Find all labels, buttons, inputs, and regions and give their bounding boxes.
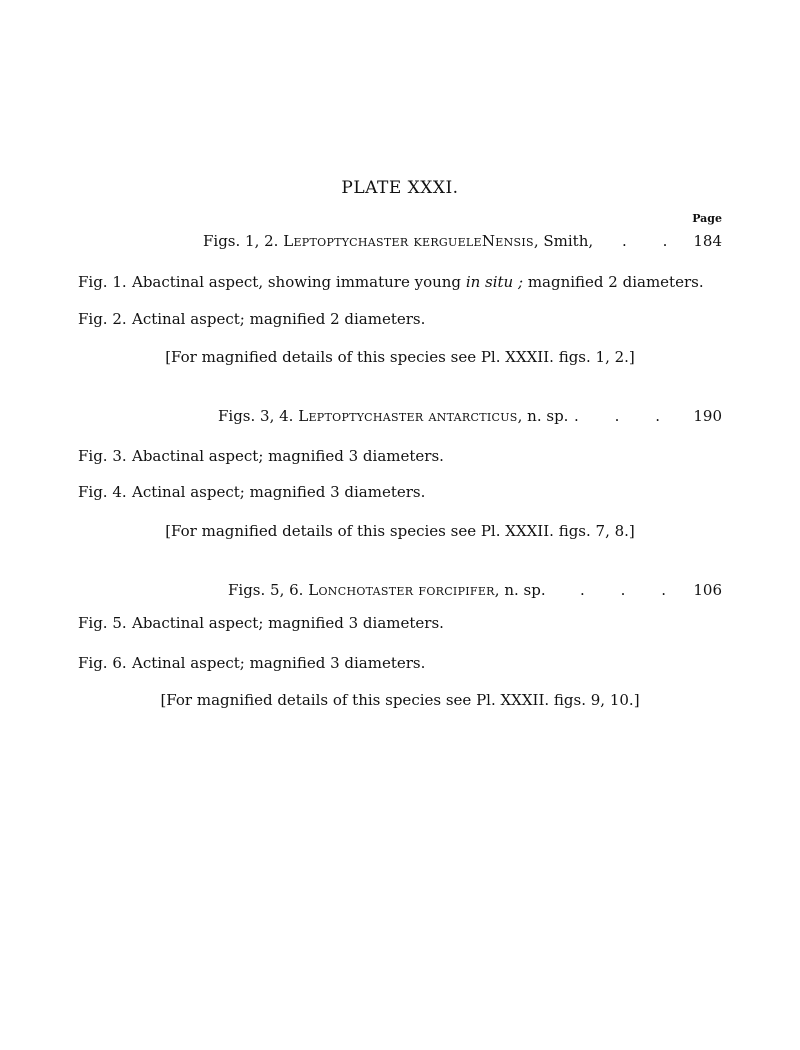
species-name: Leptoptychaster kergueleNensis bbox=[283, 232, 534, 250]
species-heading-text: Figs. 1, 2. Leptoptychaster kergueleNensis, Smith, bbox=[203, 232, 594, 250]
figure-caption: Fig. 4. Actinal aspect; magnified 3 diameters. bbox=[78, 483, 426, 501]
species-heading-2 bbox=[0, 407, 722, 429]
species-author: , n. sp. bbox=[494, 581, 546, 599]
figure-caption: Fig. 5. Abactinal aspect; magnified 3 diameters. bbox=[78, 614, 444, 632]
plate-title: PLATE XXXI. bbox=[341, 178, 459, 198]
details-note: [For magnified details of this species see Pl. XXXII. figs. 7, 8.] bbox=[165, 522, 635, 540]
species-heading-1 bbox=[0, 232, 722, 254]
figure-label: Fig. 4. bbox=[78, 483, 127, 501]
species-name: Lonchotaster forcipifer bbox=[308, 581, 495, 599]
leader-dots: . . bbox=[622, 232, 670, 250]
figure-caption: Fig. 3. Abactinal aspect; magnified 3 diameters. bbox=[78, 447, 444, 465]
figure-label: Fig. 5. bbox=[78, 614, 127, 632]
details-note: [For magnified details of this species see Pl. XXXII. figs. 9, 10.] bbox=[160, 691, 640, 709]
species-author: , Smith, bbox=[533, 232, 594, 250]
figure-label: Fig. 2. bbox=[78, 310, 127, 328]
species-heading-text: Figs. 5, 6. Lonchotaster forcipifer, n. sp. bbox=[228, 581, 546, 599]
leader-dots: . . . bbox=[580, 581, 668, 599]
figure-label: Fig. 6. bbox=[78, 654, 127, 672]
leader-dots: . . . bbox=[574, 407, 662, 425]
figure-caption: Fig. 2. Actinal aspect; magnified 2 diameters. bbox=[78, 310, 426, 328]
details-note: [For magnified details of this species see Pl. XXXII. figs. 1, 2.] bbox=[165, 348, 635, 366]
species-name: Leptoptychaster antarcticus bbox=[298, 407, 518, 425]
figure-label: Fig. 1. bbox=[78, 273, 127, 291]
page-number: 106 bbox=[693, 581, 722, 599]
figure-caption: Fig. 6. Actinal aspect; magnified 3 diameters. bbox=[78, 654, 426, 672]
page-number: 184 bbox=[693, 232, 722, 250]
figure-label: Fig. 3. bbox=[78, 447, 127, 465]
page-column-label: Page bbox=[692, 212, 722, 225]
figure-caption: Fig. 1. Abactinal aspect, showing immature young in situ ; magnified 2 diameters. bbox=[78, 273, 704, 291]
species-author: , n. sp. bbox=[517, 407, 569, 425]
page-number: 190 bbox=[693, 407, 722, 425]
species-heading-3 bbox=[0, 581, 722, 603]
species-heading-text: Figs. 3, 4. Leptoptychaster antarcticus, n. sp. bbox=[218, 407, 569, 425]
